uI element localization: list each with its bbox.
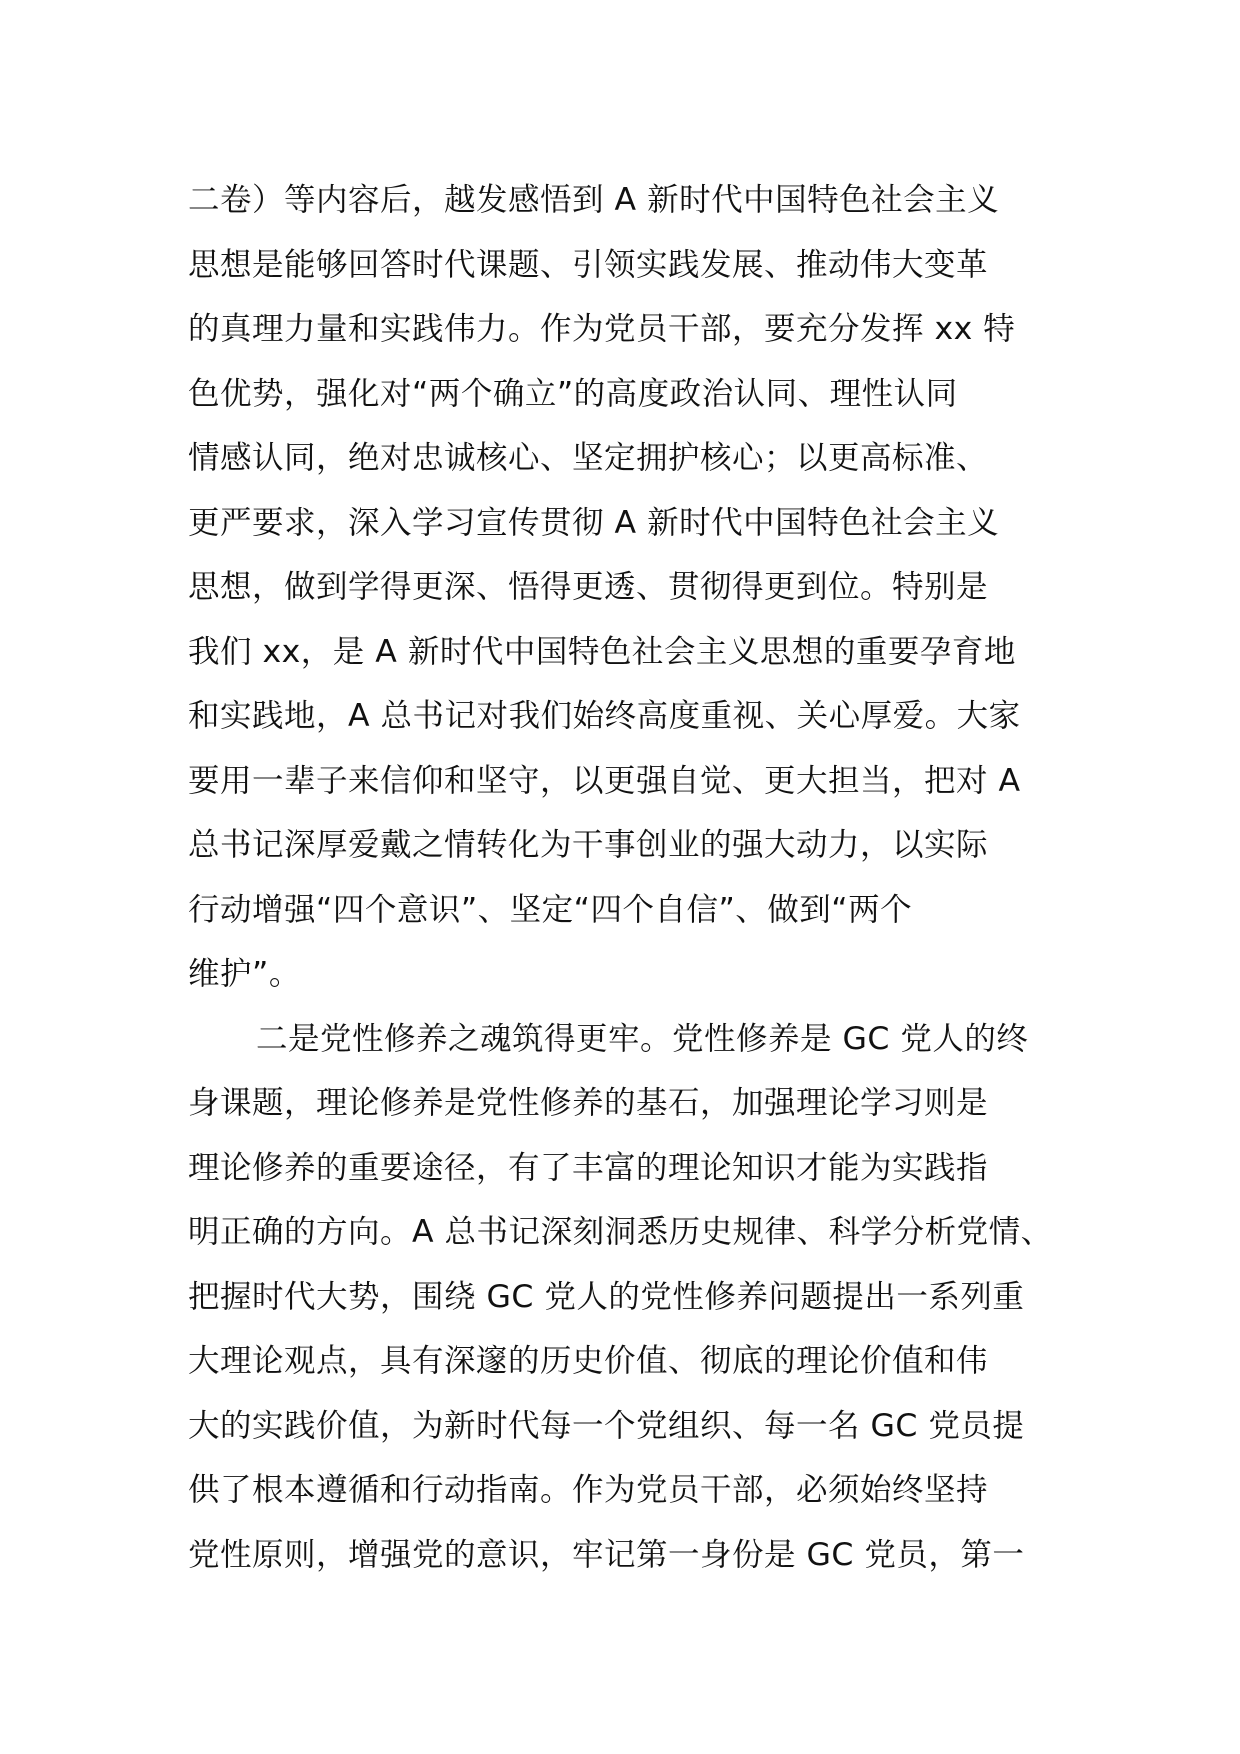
text-line: 更严要求，深入学习宣传贯彻 A 新时代中国特色社会主义 [188,504,1000,541]
text-line: 大的实践价值，为新时代每一个党组织、每一名 GC 党员提 [188,1407,1025,1444]
paragraph-first-line: 二是党性修养之魂筑得更牢。党性修养是 GC 党人的终 [256,1020,1029,1057]
text-line: 供了根本遵循和行动指南。作为党员干部，必须始终坚持 [188,1472,989,1508]
text-line: 总书记深厚爱戴之情转化为干事创业的强大动力，以实际 [188,827,989,863]
text-line: 色优势，强化对“两个确立”的高度政治认同、理性认同 [188,375,958,412]
text-line: 要用一辈子来信仰和坚守，以更强自觉、更大担当，把对 A [188,762,1021,799]
text-line: 党性原则，增强党的意识，牢记第一身份是 GC 党员，第一 [188,1536,1025,1573]
text-line: 思想是能够回答时代课题、引领实践发展、推动伟大变革 [188,246,989,283]
text-line: 情感认同，绝对忠诚核心、坚定拥护核心；以更高标准、 [188,440,989,476]
text-line: 行动增强“四个意识”、坚定“四个自信”、做到“两个 [188,891,913,928]
text-line: 二卷）等内容后，越发感悟到 A 新时代中国特色社会主义 [188,182,1000,218]
body-text [188,168,1068,1587]
text-line: 和实践地，A 总书记对我们始终高度重视、关心厚爱。大家 [188,698,1021,734]
text-line: 理论修养的重要途径，有了丰富的理论知识才能为实践指 [188,1149,989,1186]
text-line: 把握时代大势，围绕 GC 党人的党性修养问题提出一系列重 [188,1278,1025,1315]
text-line: 的真理力量和实践伟力。作为党员干部，要充分发挥 xx 特 [188,311,1016,347]
text-line: 维护”。 [188,956,301,992]
text-line: 身课题，理论修养是党性修养的基石，加强理论学习则是 [188,1085,989,1121]
text-line: 大理论观点，具有深邃的历史价值、彻底的理论价值和伟 [188,1343,989,1379]
text-line: 思想，做到学得更深、悟得更透、贯彻得更到位。特别是 [188,569,989,605]
text-line: 我们 xx，是 A 新时代中国特色社会主义思想的重要孕育地 [188,633,1016,670]
text-line: 明正确的方向。A 总书记深刻洞悉历史规律、科学分析党情、 [188,1214,1053,1250]
